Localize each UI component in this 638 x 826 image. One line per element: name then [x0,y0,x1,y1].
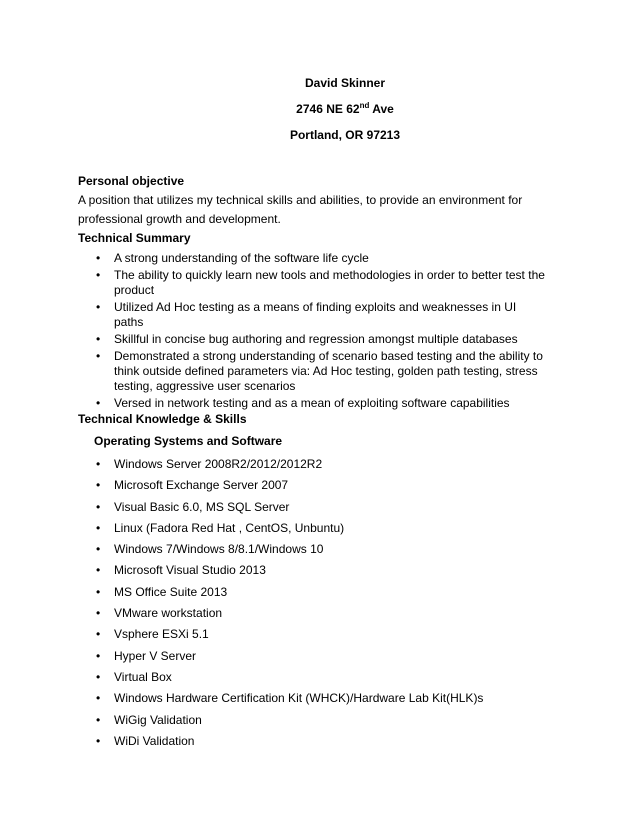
list-item: • WiDi Validation [96,733,576,754]
list-item: • Windows 7/Windows 8/8.1/Windows 10 [96,541,576,562]
street-address [0,101,638,116]
list-item: • VMware workstation [96,605,576,626]
skills-title: Technical Knowledge & Skills [78,412,247,426]
list-item: • Demonstrated a strong understanding of scenario based testing and the ability to think outside defined parameters via: Ad Hoc testing, golden path testing, stress testing, aggressive user scenarios [96,349,546,394]
list-item: • The ability to quickly learn new tools and methodologies in order to better test the product [96,268,546,298]
objective-text: A position that utilizes my technical skills and abilities, to provide an environment for professional growth and development. [78,193,523,226]
street-number-suffix: nd [359,101,370,110]
street-name: Ave [369,102,394,116]
summary-list [96,251,546,413]
summary-title: Technical Summary [78,231,191,245]
list-item: • Linux (Fadora Red Hat , CentOS, Unbuntu) [96,520,576,541]
street-number: 2746 NE 62 [296,102,360,116]
list-item: • WiGig Validation [96,712,576,733]
list-item: • Vsphere ESXi 5.1 [96,626,576,647]
skills-subtitle: Operating Systems and Software [94,434,283,448]
objective-title: Personal objective [78,174,185,188]
candidate-name: David Skinner [304,76,386,90]
list-item: • Virtual Box [96,669,576,690]
list-item: • Windows Server 2008R2/2012/2012R2 [96,456,576,477]
city-state-zip: Portland, OR 97213 [289,128,401,142]
list-item: • Microsoft Exchange Server 2007 [96,477,576,498]
list-item: • MS Office Suite 2013 [96,584,576,605]
list-item: • A strong understanding of the software life cycle [96,251,546,266]
list-item: • Versed in network testing and as a mean of exploiting software capabilities [96,396,546,411]
list-item: • Hyper V Server [96,648,576,669]
list-item: • Windows Hardware Certification Kit (WHCK)/Hardware Lab Kit(HLK)s [96,690,576,711]
list-item: • Skillful in concise bug authoring and regression amongst multiple databases [96,332,546,347]
list-item: • Microsoft Visual Studio 2013 [96,562,576,583]
skills-list [96,456,576,754]
list-item: • Utilized Ad Hoc testing as a means of finding exploits and weaknesses in UI paths [96,300,546,330]
list-item: • Visual Basic 6.0, MS SQL Server [96,499,576,520]
